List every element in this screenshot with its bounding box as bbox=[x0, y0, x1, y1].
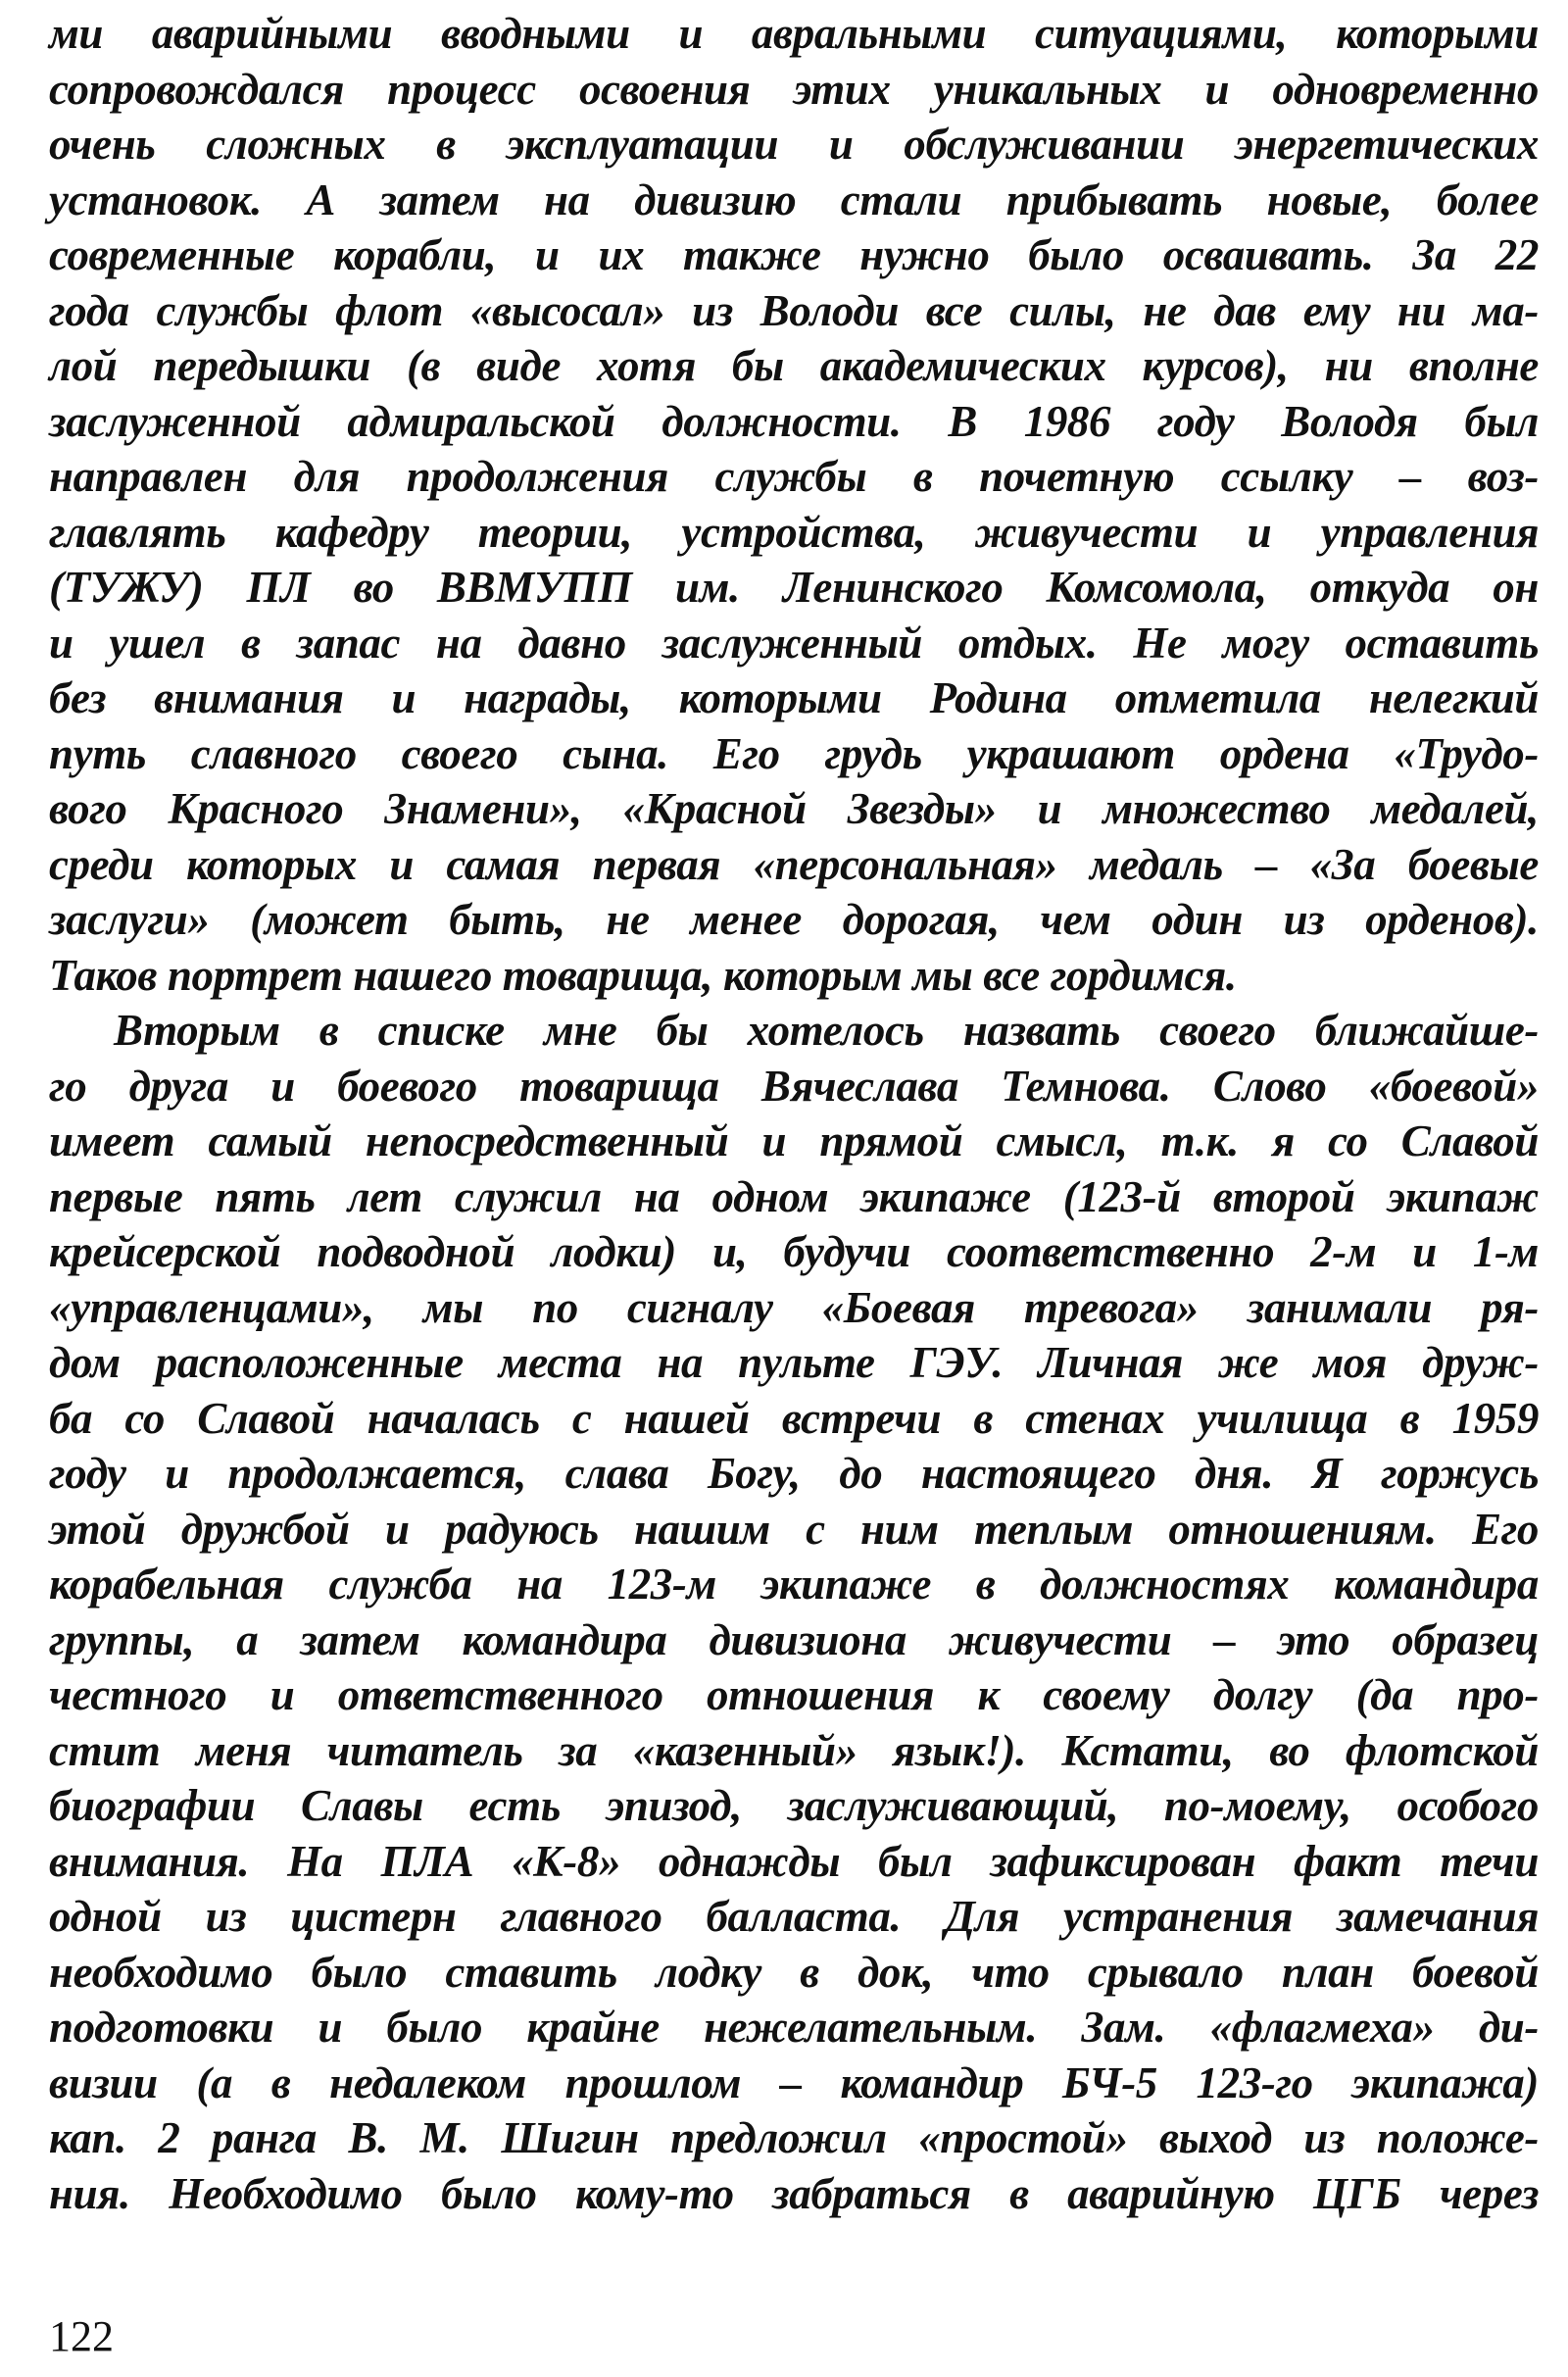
text-line: группы, а затем командира дивизиона живучести – это образец bbox=[49, 1614, 1539, 1664]
text-line: «управленцами», мы по сигналу «Боевая тревога» занимали ря- bbox=[49, 1282, 1539, 1332]
text-line: имеет самый непосредственный и прямой смысл, т.к. я со Славой bbox=[49, 1116, 1539, 1165]
text-line: сопровождался процесс освоения этих уникальных и одновременно bbox=[49, 64, 1539, 114]
text-line: Таков портрет нашего товарища, которым мы все гордимся. bbox=[49, 950, 1237, 1000]
paragraph-1 bbox=[49, 6, 1539, 1003]
text-line: подготовки и было крайне нежелательным. Зам. «флагмеха» ди- bbox=[49, 2003, 1539, 2052]
text-line: главлять кафедру теории, устройства, живучести и управления bbox=[49, 507, 1539, 557]
paragraph-2 bbox=[49, 1003, 1539, 2221]
text-line: и ушел в запас на давно заслуженный отдых. Не могу оставить bbox=[49, 618, 1539, 668]
text-line: году и продолжается, слава Богу, до настоящего дня. Я горжусь bbox=[49, 1449, 1539, 1498]
text-line: года службы флот «высосал» из Володи все силы, не дав ему ни ма- bbox=[49, 285, 1539, 335]
text-line: необходимо было ставить лодку в док, что срывало план боевой bbox=[49, 1947, 1539, 1997]
text-line: среди которых и самая первая «персональная» медаль – «За боевые bbox=[49, 839, 1539, 889]
text-line: путь славного своего сына. Его грудь украшают ордена «Трудо- bbox=[49, 728, 1539, 778]
text-line: внимания. На ПЛА «К-8» однажды был зафиксирован факт течи bbox=[49, 1836, 1539, 1886]
text-line: очень сложных в эксплуатации и обслуживании энергетических bbox=[49, 120, 1539, 169]
text-line: ба со Славой началась с нашей встречи в стенах училища в 1959 bbox=[49, 1393, 1539, 1443]
text-line: кап. 2 ранга В. М. Шигин предложил «простой» выход из положе- bbox=[49, 2113, 1539, 2162]
text-line: честного и ответственного отношения к своему долгу (да про- bbox=[49, 1670, 1539, 1719]
page-number: 122 bbox=[49, 2312, 114, 2360]
text-line: корабельная служба на 123-м экипаже в должностях командира bbox=[49, 1560, 1539, 1609]
book-page bbox=[49, 0, 1539, 2377]
text-line: дом расположенные места на пульте ГЭУ. Личная же моя друж- bbox=[49, 1338, 1539, 1387]
text-line: первые пять лет служил на одном экипаже (123-й второй экипаж bbox=[49, 1171, 1539, 1221]
text-line: заслуги» (может быть, не менее дорогая, чем один из орденов). bbox=[49, 895, 1539, 944]
text-line: направлен для продолжения службы в почетную ссылку – воз- bbox=[49, 452, 1539, 501]
text-line: вого Красного Знамени», «Красной Звезды» и множество медалей, bbox=[49, 784, 1539, 833]
text-line: заслуженной адмиральской должности. В 1986 году Володя был bbox=[49, 396, 1539, 446]
text-line: Вторым в списке мне бы хотелось назвать своего ближайше- bbox=[114, 1006, 1539, 1055]
text-line: (ТУЖУ) ПЛ во ВВМУПП им. Ленинского Комсомола, откуда он bbox=[49, 563, 1539, 612]
text-line: современные корабли, и их также нужно было осваивать. За 22 bbox=[49, 230, 1539, 279]
text-line: установок. А затем на дивизию стали прибывать новые, более bbox=[49, 174, 1539, 224]
text-line: без внимания и награды, которыми Родина отметила нелегкий bbox=[49, 673, 1539, 722]
text-line: лой передышки (в виде хотя бы академических курсов), ни вполне bbox=[49, 341, 1539, 390]
text-line: ми аварийными вводными и авральными ситуациями, которыми bbox=[49, 9, 1539, 58]
text-line: визии (а в недалеком прошлом – командир БЧ-5 123-го экипажа) bbox=[49, 2057, 1539, 2107]
text-line: ния. Необходимо было кому-то забраться в аварийную ЦГБ через bbox=[49, 2168, 1539, 2218]
text-line: го друга и боевого товарища Вячеслава Темнова. Слово «боевой» bbox=[49, 1061, 1539, 1111]
body-text bbox=[49, 6, 1539, 2221]
text-line: биографии Славы есть эпизод, заслуживающий, по-моему, особого bbox=[49, 1781, 1539, 1830]
text-line: этой дружбой и радуюсь нашим с ним теплым отношениям. Его bbox=[49, 1504, 1539, 1554]
text-line: стит меня читатель за «казенный» язык!). Кстати, во флотской bbox=[49, 1725, 1539, 1775]
text-line: крейсерской подводной лодки) и, будучи соответственно 2-м и 1-м bbox=[49, 1227, 1539, 1276]
text-line: одной из цистерн главного балласта. Для устранения замечания bbox=[49, 1892, 1539, 1941]
